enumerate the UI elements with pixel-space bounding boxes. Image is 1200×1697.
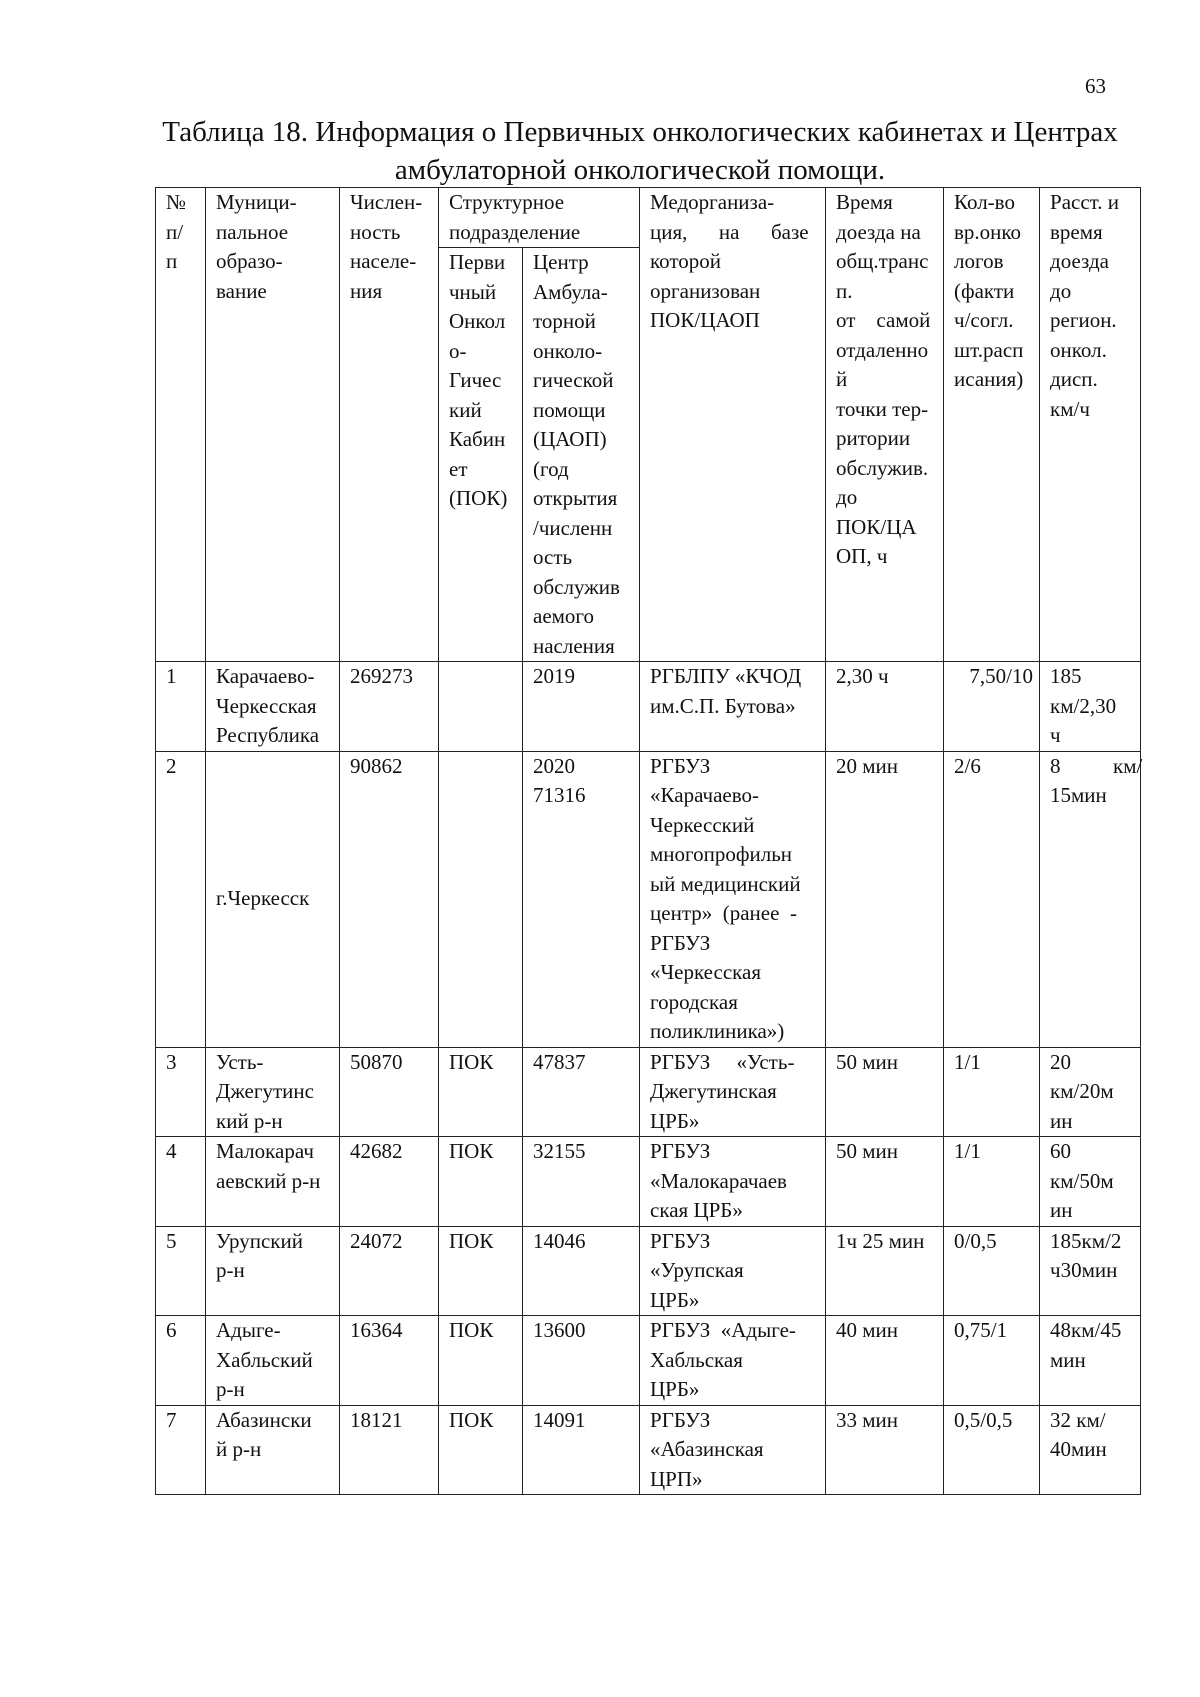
cell-count (944, 1316, 1040, 1406)
headers-time-line: до (836, 485, 858, 509)
cell-municipality-line: р-н (216, 1258, 245, 1282)
cell-num-line: 7 (166, 1407, 177, 1432)
cell-distance-line: 60 (1050, 1139, 1072, 1163)
header-structural (439, 188, 640, 248)
headers-caop-line: насления (533, 633, 615, 658)
cell-population (340, 662, 439, 752)
cell-time (826, 1316, 944, 1406)
headers-pok-line: о- (449, 338, 467, 363)
cell-num (156, 1137, 206, 1227)
cell-time-line: 1ч 25 мин (836, 1228, 925, 1253)
cell-medorg-line: ЦРБ» (650, 1287, 700, 1312)
cell-municipality-line: г.Черкесск (216, 886, 310, 911)
cell-caop-line: 47837 (533, 1049, 586, 1074)
cell-distance-line: 40мин (1050, 1437, 1107, 1461)
cell-population-line: 18121 (350, 1407, 403, 1432)
cell-population-line: 90862 (350, 753, 403, 778)
cell-distance-line: 48км/45 (1050, 1318, 1122, 1342)
headers-time-line: точки тер- (836, 396, 929, 421)
cell-medorg-line: центр» (ранее - (650, 901, 797, 925)
cell-medorg-line: «Абазинская (650, 1437, 764, 1461)
cell-medorg-line: ый медицинский (650, 871, 801, 896)
cell-population (340, 1316, 439, 1406)
cell-count-line: 1/1 (954, 1049, 981, 1074)
header-municipality (206, 188, 340, 662)
cell-distance-line: ч (1050, 723, 1061, 747)
header-row-1 (156, 188, 1141, 248)
headers-count-line: Кол-во (954, 190, 1015, 214)
headers-time-line: ОП, ч (836, 544, 888, 568)
cell-caop-line: 2020 (533, 753, 575, 778)
cell-num (156, 1316, 206, 1406)
cell-medorg (640, 662, 826, 752)
headers-pok-line: Кабин (449, 427, 506, 451)
cell-distance-line: км/50м (1050, 1168, 1114, 1193)
cell-municipality-line: Хабльский (216, 1347, 313, 1372)
cell-medorg-line: им.С.П. Бутова» (650, 693, 796, 718)
page-number: 63 (1085, 74, 1106, 98)
cell-count (944, 1226, 1040, 1316)
headers-municipality-line: пальное (216, 219, 289, 244)
headers-medorg-line: которой (650, 249, 722, 273)
headers-caop-line: торной (533, 309, 596, 333)
cell-distance-line: 8 км/ (1050, 753, 1143, 778)
headers-time-line: отдаленно (836, 337, 929, 362)
cell-num-line: 6 (166, 1318, 177, 1342)
header-distance (1040, 188, 1141, 662)
header-num (156, 188, 206, 662)
cell-time-line: 20 мин (836, 753, 899, 778)
cell-count-line: 2/6 (954, 753, 981, 778)
headers-caop-line: Центр (533, 250, 589, 274)
headers-medorg-line: ция, на базе (650, 219, 809, 244)
cell-medorg-line: РГБУЗ «Адыге- (650, 1318, 796, 1342)
headers-distance-line: дисп. (1050, 367, 1098, 391)
headers-pok-line: кий (449, 397, 482, 422)
headers-pok-line: Перви (449, 250, 506, 274)
table-title (150, 113, 1130, 189)
headers-count-line: логов (954, 249, 1004, 273)
cell-medorg-line: Хабльская (650, 1347, 743, 1372)
headers-pok-line: ет (449, 456, 468, 481)
cell-caop-line: 13600 (533, 1318, 586, 1342)
headers-num-line: п/ (166, 219, 184, 244)
headers-caop-line: открытия (533, 486, 618, 510)
cell-distance-line: 185км/2 (1050, 1228, 1122, 1253)
cell-municipality (206, 1316, 340, 1406)
headers-num-line: № (166, 190, 187, 214)
cell-caop-line: 71316 (533, 783, 586, 807)
headers-structural-line: подразделение (449, 219, 581, 244)
cell-pok (439, 1226, 523, 1316)
cell-pok-line: ПОК (449, 1407, 494, 1432)
table-row (156, 1226, 1141, 1316)
cell-municipality (206, 1226, 340, 1316)
cell-caop (523, 662, 640, 752)
cell-population (340, 751, 439, 1047)
cell-municipality-line: Джегутинс (216, 1079, 314, 1103)
cell-municipality (206, 1137, 340, 1227)
headers-time-line: общ.транс (836, 249, 929, 273)
cell-distance-line: ин (1050, 1108, 1073, 1133)
cell-medorg (640, 1226, 826, 1316)
headers-distance-line: время (1050, 219, 1103, 244)
table-body (156, 188, 1141, 1495)
cell-municipality-line: р-н (216, 1377, 245, 1401)
headers-pok-line: Гичес (449, 368, 502, 392)
cell-municipality (206, 1405, 340, 1495)
cell-time-line: 40 мин (836, 1318, 899, 1342)
cell-medorg-line: РГБУЗ (650, 1407, 711, 1432)
headers-time-line: й (836, 367, 848, 391)
cell-population (340, 1047, 439, 1137)
header-time (826, 188, 944, 662)
cell-count (944, 1047, 1040, 1137)
cell-medorg-line: РГБУЗ «Усть- (650, 1049, 795, 1074)
headers-municipality-line: вание (216, 278, 267, 303)
headers-distance-line: Расст. и (1050, 190, 1119, 214)
table-row (156, 751, 1141, 1047)
headers-time-line: Время (836, 190, 893, 214)
cell-pok (439, 1316, 523, 1406)
cell-time-line: 33 мин (836, 1407, 899, 1432)
cell-count-line: 0,5/0,5 (954, 1407, 1013, 1432)
headers-distance-line: до (1050, 278, 1072, 303)
cell-num (156, 662, 206, 752)
cell-medorg-line: РГБУЗ (650, 1139, 711, 1163)
table-row (156, 1316, 1141, 1406)
cell-time (826, 662, 944, 752)
headers-count-line: (факти (954, 278, 1015, 303)
headers-time-line: доезда на (836, 219, 921, 244)
cell-population-line: 42682 (350, 1139, 403, 1163)
headers-caop-line: ость (533, 545, 573, 569)
cell-population-line: 50870 (350, 1049, 403, 1074)
cell-population-line: 269273 (350, 664, 413, 688)
headers-caop-line: помощи (533, 397, 606, 422)
headers-pok-line: чный (449, 279, 497, 304)
table-row (156, 1137, 1141, 1227)
cell-municipality-line: Адыге- (216, 1318, 281, 1342)
cell-count (944, 751, 1040, 1047)
cell-caop-line: 32155 (533, 1139, 586, 1163)
table-row (156, 662, 1141, 752)
cell-population-line: 24072 (350, 1228, 403, 1253)
cell-distance-line: ч30мин (1050, 1258, 1118, 1282)
headers-municipality-line: Муници- (216, 190, 297, 214)
cell-medorg (640, 1405, 826, 1495)
headers-count-line: исания) (954, 367, 1024, 391)
headers-caop-line: /численн (533, 515, 613, 540)
header-population (340, 188, 439, 662)
cell-medorg-line: Джегутинская (650, 1079, 777, 1103)
cell-medorg-line: многопрофильн (650, 842, 793, 866)
cell-municipality-line: Урупский (216, 1228, 303, 1253)
cell-num (156, 1405, 206, 1495)
headers-caop-line: Амбула- (533, 279, 608, 304)
cell-count-line: 1/1 (954, 1139, 981, 1163)
headers-caop-line: обслужив (533, 574, 620, 599)
cell-time (826, 1226, 944, 1316)
cell-distance-line: ин (1050, 1198, 1073, 1222)
cell-medorg-line: РГБЛПУ «КЧОД (650, 664, 802, 688)
cell-medorg-line: ЦРБ» (650, 1377, 700, 1401)
cell-medorg-line: РГБУЗ (650, 930, 711, 955)
cell-municipality-line: Черкесская (216, 693, 317, 718)
cell-medorg-line: Черкесский (650, 812, 755, 837)
cell-count-line: 0,75/1 (954, 1318, 1008, 1342)
headers-distance-line: км/ч (1050, 396, 1090, 421)
cell-time (826, 751, 944, 1047)
cell-municipality-line: Республика (216, 723, 320, 747)
headers-population-line: Числен- (350, 190, 423, 214)
cell-pok-line: ПОК (449, 1049, 494, 1074)
table-row (156, 1047, 1141, 1137)
headers-medorg-line: организован (650, 278, 761, 303)
cell-medorg (640, 1137, 826, 1227)
cell-distance-line: 15мин (1050, 783, 1107, 807)
cell-caop (523, 1047, 640, 1137)
cell-time (826, 1405, 944, 1495)
cell-population (340, 1226, 439, 1316)
cell-pok-line: ПОК (449, 1139, 494, 1163)
headers-distance-line: доезда (1050, 249, 1109, 273)
headers-caop-line: онколо- (533, 338, 603, 363)
cell-population-line: 16364 (350, 1318, 403, 1342)
cell-num-line: 3 (166, 1049, 177, 1074)
headers-municipality-line: образо- (216, 249, 283, 273)
headers-count-line: ч/согл. (954, 308, 1014, 332)
cell-medorg-line: «Карачаево- (650, 783, 760, 807)
headers-caop-line: (ЦАОП) (533, 427, 607, 451)
headers-time-line: обслужив. (836, 455, 929, 480)
cell-municipality (206, 1047, 340, 1137)
headers-time-line: от самой (836, 308, 931, 332)
cell-caop-line: 14091 (533, 1407, 586, 1432)
header-pok (439, 248, 523, 662)
cell-pok (439, 1047, 523, 1137)
cell-municipality-line: Абазински (216, 1407, 312, 1432)
cell-count (944, 1405, 1040, 1495)
cell-distance-line: 185 (1050, 664, 1082, 688)
headers-time-line: ритории (836, 426, 911, 450)
headers-medorg-line: ПОК/ЦАОП (650, 308, 760, 332)
cell-medorg-line: РГБУЗ (650, 753, 711, 778)
cell-count-line: 7,50/10 (969, 664, 1034, 688)
cell-time-line: 2,30 ч (836, 664, 889, 688)
cell-medorg-line: поликлиника») (650, 1019, 785, 1043)
header-count (944, 188, 1040, 662)
headers-structural-line: Структурное (449, 190, 565, 214)
headers-population-line: ния (350, 278, 383, 303)
cell-pok (439, 662, 523, 752)
cell-medorg-line: ская ЦРБ» (650, 1198, 743, 1222)
cell-distance-line: 32 км/ (1050, 1407, 1106, 1432)
cell-num-line: 4 (166, 1139, 177, 1163)
cell-medorg (640, 1316, 826, 1406)
cell-municipality-line: Малокарач (216, 1139, 314, 1163)
cell-municipality-line: Усть- (216, 1049, 264, 1074)
cell-caop-line: 2019 (533, 664, 575, 688)
headers-time-line: п. (836, 278, 853, 303)
headers-num-line: п (166, 249, 178, 273)
cell-distance-line: км/20м (1050, 1079, 1114, 1103)
cell-num-line: 5 (166, 1228, 177, 1253)
title-line-2: амбулаторной онкологической помощи. (394, 154, 886, 186)
headers-medorg-line: Медорганиза- (650, 190, 775, 214)
cell-distance (1040, 1226, 1141, 1316)
cell-distance-line: мин (1050, 1347, 1086, 1372)
cell-time (826, 1047, 944, 1137)
cell-caop (523, 1137, 640, 1227)
cell-medorg-line: ЦРБ» (650, 1108, 700, 1133)
headers-distance-line: регион. (1050, 308, 1117, 332)
headers-caop-line: (год (533, 456, 569, 481)
cell-num (156, 1226, 206, 1316)
cell-municipality-line: Карачаево- (216, 664, 315, 688)
cell-num-line: 1 (166, 664, 177, 688)
cell-municipality (206, 751, 340, 1047)
cell-count-line: 0/0,5 (954, 1228, 997, 1253)
cell-population (340, 1405, 439, 1495)
cell-medorg (640, 1047, 826, 1137)
cell-municipality-line: й р-н (216, 1437, 262, 1461)
headers-caop-line: аемого (533, 604, 595, 628)
cell-distance (1040, 1137, 1141, 1227)
cell-medorg-line: РГБУЗ (650, 1228, 711, 1253)
cell-count (944, 1137, 1040, 1227)
cell-num (156, 751, 206, 1047)
cell-medorg-line: «Урупская (650, 1258, 744, 1282)
oncology-table (155, 187, 1141, 1495)
cell-caop (523, 1316, 640, 1406)
title-line-1: Таблица 18. Информация о Первичных онкологических кабинетах и Центрах (162, 116, 1118, 148)
cell-num-line: 2 (166, 753, 177, 778)
cell-distance (1040, 662, 1141, 752)
cell-medorg (640, 751, 826, 1047)
headers-time-line: ПОК/ЦА (836, 514, 917, 539)
cell-pok-line: ПОК (449, 1228, 494, 1253)
cell-count (944, 662, 1040, 752)
cell-num (156, 1047, 206, 1137)
cell-distance (1040, 1405, 1141, 1495)
headers-count-line: вр.онко (954, 219, 1022, 244)
cell-population (340, 1137, 439, 1227)
cell-distance-line: км/2,30 (1050, 693, 1117, 718)
cell-municipality (206, 662, 340, 752)
cell-distance (1040, 1047, 1141, 1137)
cell-medorg-line: «Черкесская (650, 960, 762, 984)
cell-medorg-line: ЦРП» (650, 1466, 703, 1491)
cell-pok (439, 1137, 523, 1227)
cell-time (826, 1137, 944, 1227)
headers-distance-line: онкол. (1050, 337, 1107, 362)
table-row (156, 1405, 1141, 1495)
cell-pok (439, 1405, 523, 1495)
cell-municipality-line: кий р-н (216, 1108, 283, 1133)
cell-pok-line: ПОК (449, 1318, 494, 1342)
headers-caop-line: гической (533, 368, 614, 392)
cell-medorg-line: городская (650, 989, 738, 1014)
headers-population-line: ность (350, 219, 401, 244)
cell-time-line: 50 мин (836, 1049, 899, 1074)
headers-pok-line: Онкол (449, 309, 506, 333)
cell-time-line: 50 мин (836, 1139, 899, 1163)
cell-distance-line: 20 (1050, 1049, 1072, 1074)
cell-caop (523, 751, 640, 1047)
cell-caop (523, 1226, 640, 1316)
cell-caop-line: 14046 (533, 1228, 586, 1253)
cell-pok (439, 751, 523, 1047)
cell-distance (1040, 1316, 1141, 1406)
header-medorg (640, 188, 826, 662)
headers-pok-line: (ПОК) (449, 486, 508, 510)
headers-count-line: шт.расп (954, 337, 1024, 362)
cell-caop (523, 1405, 640, 1495)
headers-population-line: населе- (350, 249, 417, 273)
cell-medorg-line: «Малокарачаев (650, 1168, 787, 1193)
header-caop (523, 248, 640, 662)
cell-municipality-line: аевский р-н (216, 1168, 321, 1193)
cell-distance (1040, 751, 1141, 1047)
